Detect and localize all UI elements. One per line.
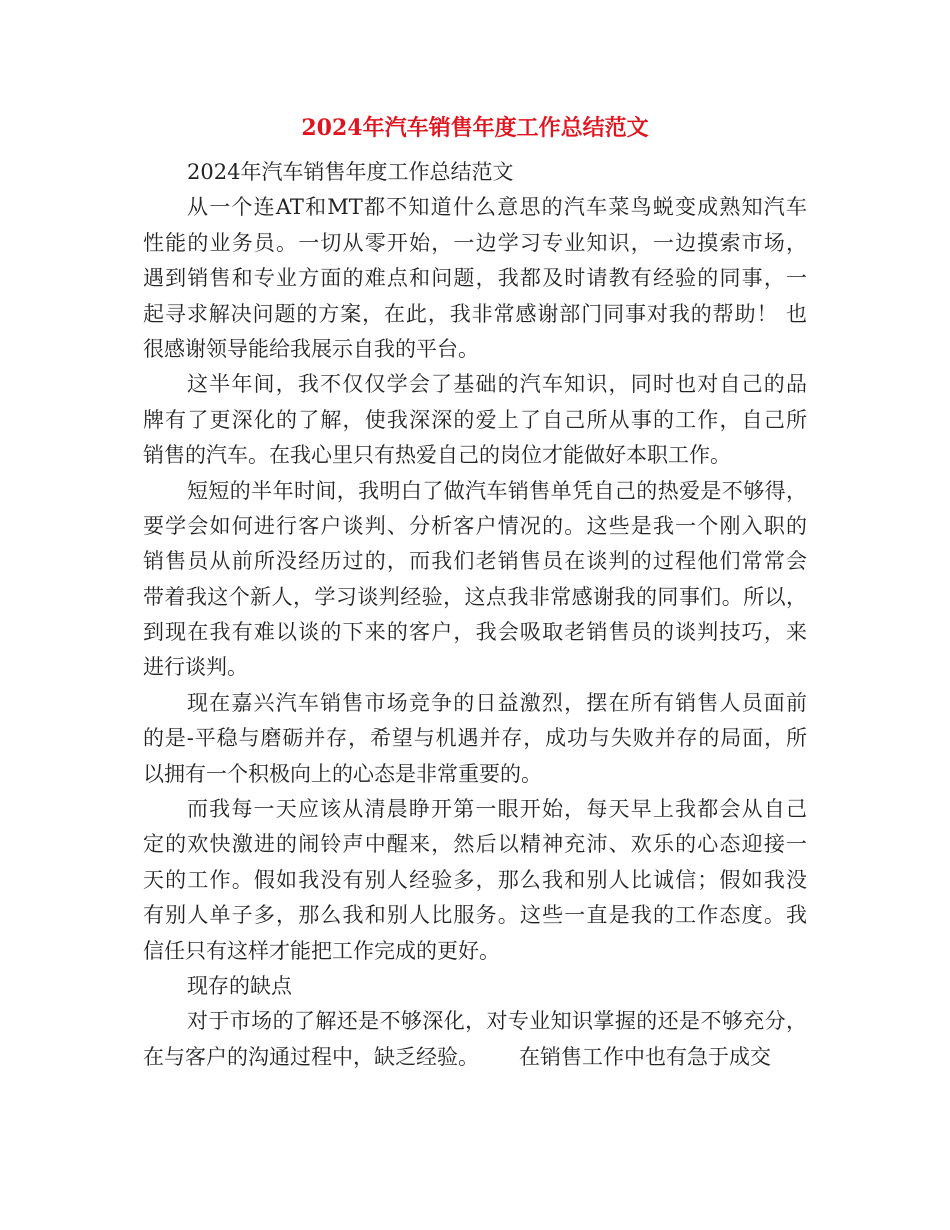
paragraph-line: 要学会如何进行客户谈判、分析客户情况的。这些是我一个刚入职的 [143,513,807,538]
paragraph-6 [143,1004,807,1075]
paragraph-line: 以拥有一个积极向上的心态是非常重要的。 [143,761,542,786]
paragraph-line: 这半年间，我不仅仅学会了基础的汽车知识，同时也对自己的品 [187,372,807,397]
paragraph-line: 起寻求解决问题的方案，在此，我非常感谢部门同事对我的帮助！ 也 [143,301,807,326]
document-title: 2024年汽车销售年度工作总结范文 [301,115,649,141]
paragraph-line: 而我每一天应该从清晨睁开第一眼开始，每天早上我都会从自己 [187,797,807,822]
paragraph-line: 销售员从前所没经历过的，而我们老销售员在谈判的过程他们常常会 [143,549,807,574]
paragraph-line: 性能的业务员。一切从零开始，一边学习专业知识，一边摸索市场， [143,230,807,255]
paragraph-4 [143,686,807,792]
paragraph-line: 遇到销售和专业方面的难点和问题，我都及时请教有经验的同事，一 [143,266,807,291]
paragraph-line: 短短的半年时间，我明白了做汽车销售单凭自己的热爱是不够得， [187,478,807,503]
paragraph-line: 天的工作。假如我没有别人经验多，那么我和别人比诚信；假如我没 [143,867,807,892]
paragraph-1 [143,190,807,367]
section-heading-shortcomings [143,969,807,1004]
paragraph-line: 有别人单子多，那么我和别人比服务。这些一直是我的工作态度。我 [143,903,807,928]
paragraph-line: 信任只有这样才能把工作完成的更好。 [143,938,500,963]
paragraph-line: 带着我这个新人，学习谈判经验，这点我非常感谢我的同事们。所以， [143,584,807,609]
paragraph-line: 的是-平稳与磨砺并存，希望与机遇并存，成功与失败并存的局面，所 [143,726,807,751]
paragraph-5 [143,792,807,969]
paragraph-line: 在与客户的沟通过程中，缺乏经验。 在销售工作中也有急于成交 [143,1044,772,1069]
document-body [143,155,807,1075]
paragraph-line: 牌有了更深化的了解，使我深深的爱上了自己所从事的工作，自己所 [143,407,807,432]
paragraph-line: 到现在我有难以谈的下来的客户，我会吸取老销售员的谈判技巧，来 [143,620,807,645]
paragraph-3 [143,474,807,686]
paragraph-line: 很感谢领导能给我展示自我的平台。 [143,336,479,361]
section-heading: 现存的缺点 [187,973,292,998]
paragraph-line: 进行谈判。 [143,655,248,680]
paragraph-line: 从一个连AT和MT都不知道什么意思的汽车菜鸟蜕变成熟知汽车 [187,195,807,220]
paragraph-line: 销售的汽车。在我心里只有热爱自己的岗位才能做好本职工作。 [143,443,731,468]
paragraph-line: 对于市场的了解还是不够深化，对专业知识掌握的还是不够充分， [187,1009,807,1034]
document-subtitle: 2024年汽车销售年度工作总结范文 [187,160,514,184]
paragraph-line: 现在嘉兴汽车销售市场竞争的日益激烈，摆在所有销售人员面前 [187,690,807,715]
paragraph-line: 定的欢快激进的闹铃声中醒来，然后以精神充沛、欢乐的心态迎接一 [143,832,807,857]
paragraph-2 [143,367,807,473]
